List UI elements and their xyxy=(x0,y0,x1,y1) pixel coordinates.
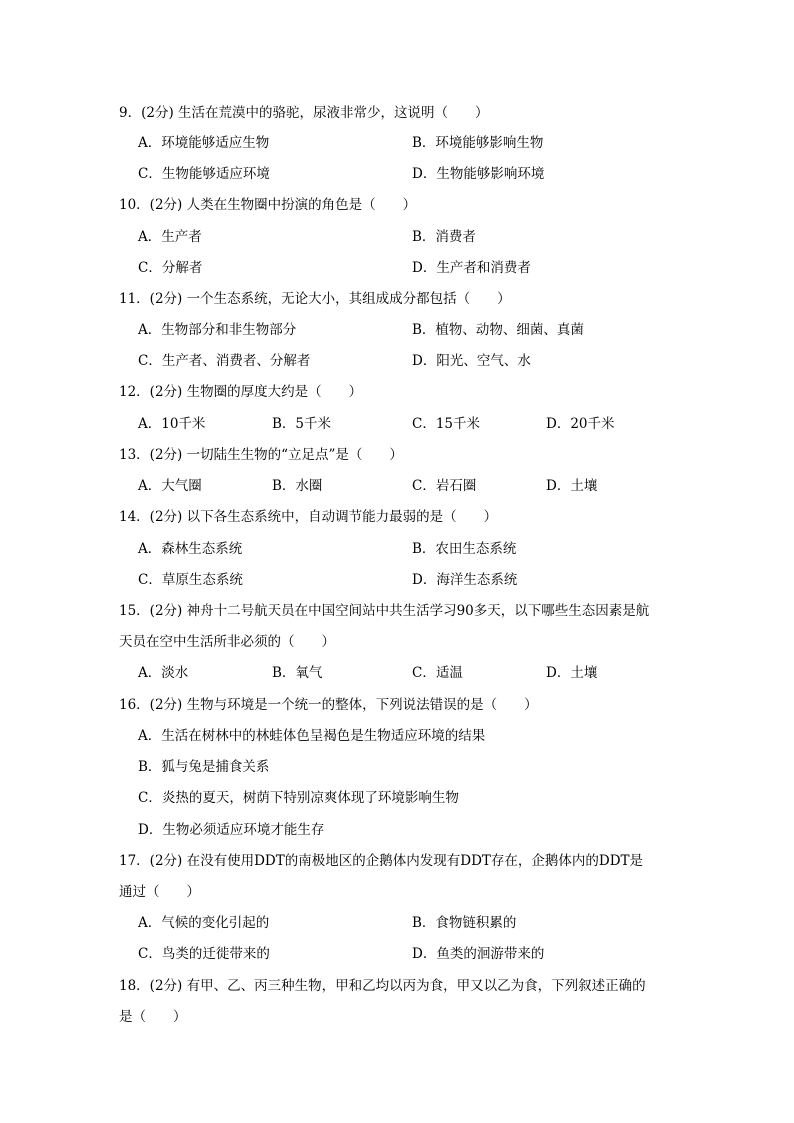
question-14-option-c[interactable]: C．草原生态系统 xyxy=(138,572,243,588)
question-16-stem: 16．(2分) 生物与环境是一个统一的整体，下列说法错误的是（ ） xyxy=(119,697,538,713)
question-15-option-d[interactable]: D．土壤 xyxy=(546,665,598,681)
question-15-option-c[interactable]: C．适温 xyxy=(412,665,463,681)
question-15-stem-continued: 天员在空中生活所非必须的（ ） xyxy=(119,634,335,650)
question-11-option-a[interactable]: A．生物部分和非生物部分 xyxy=(138,322,297,338)
question-10-option-a[interactable]: A．生产者 xyxy=(138,229,202,245)
question-13-option-c[interactable]: C．岩石圈 xyxy=(412,478,477,494)
question-18-stem-continued: 是（ ） xyxy=(119,1009,187,1025)
question-17-option-b[interactable]: B．食物链积累的 xyxy=(412,915,517,931)
question-10-option-b[interactable]: B．消费者 xyxy=(412,229,476,245)
question-14-option-d[interactable]: D．海洋生态系统 xyxy=(412,572,518,588)
question-12-option-d[interactable]: D．20千米 xyxy=(546,416,615,432)
question-12-stem: 12．(2分) 生物圈的厚度大约是（ ） xyxy=(119,384,363,400)
question-9-option-d[interactable]: D．生物能够影响环境 xyxy=(412,166,545,182)
question-14-stem: 14．(2分) 以下各生态系统中，自动调节能力最弱的是（ ） xyxy=(119,509,498,525)
question-17-stem: 17．(2分) 在没有使用DDT的南极地区的企鹅体内发现有DDT存在，企鹅体内的DDT是 xyxy=(119,853,644,869)
question-13-option-b[interactable]: B．水圈 xyxy=(272,478,323,494)
question-9-stem: 9．(2分) 生活在荒漠中的骆驼，尿液非常少，这说明（ ） xyxy=(119,105,489,121)
question-14-option-a[interactable]: A．森林生态系统 xyxy=(138,541,243,557)
question-17-option-a[interactable]: A．气候的变化引起的 xyxy=(138,915,270,931)
question-11-option-d[interactable]: D．阳光、空气、水 xyxy=(412,353,531,369)
question-11-option-c[interactable]: C．生产者、消费者、分解者 xyxy=(138,353,311,369)
question-10-option-c[interactable]: C．分解者 xyxy=(138,260,203,276)
question-16-option-a[interactable]: A．生活在树林中的林蛙体色呈褐色是生物适应环境的结果 xyxy=(138,728,486,744)
question-12-option-c[interactable]: C．15千米 xyxy=(412,416,481,432)
question-15-option-a[interactable]: A．淡水 xyxy=(138,665,189,681)
question-15-stem: 15．(2分) 神舟十二号航天员在中国空间站中共生活学习90多天，以下哪些生态因素是航 xyxy=(119,603,650,619)
question-17-option-d[interactable]: D．鱼类的洄游带来的 xyxy=(412,946,545,962)
question-11-stem: 11．(2分) 一个生态系统，无论大小，其组成成分都包括（ ） xyxy=(119,291,511,307)
question-18-stem: 18．(2分) 有甲、乙、丙三种生物，甲和乙均以丙为食，甲又以乙为食，下列叙述正确的 xyxy=(119,978,646,994)
question-9-option-b[interactable]: B．环境能够影响生物 xyxy=(412,135,544,151)
question-14-option-b[interactable]: B．农田生态系统 xyxy=(412,541,517,557)
question-17-stem-continued: 通过（ ） xyxy=(119,884,200,900)
question-16-option-c[interactable]: C．炎热的夏天，树荫下特别凉爽体现了环境影响生物 xyxy=(138,790,459,806)
question-12-option-a[interactable]: A．10千米 xyxy=(138,416,206,432)
question-9-option-c[interactable]: C．生物能够适应环境 xyxy=(138,166,270,182)
question-15-option-b[interactable]: B．氧气 xyxy=(272,665,323,681)
question-9-option-a[interactable]: A．环境能够适应生物 xyxy=(138,135,270,151)
question-11-option-b[interactable]: B．植物、动物、细菌、真菌 xyxy=(412,322,584,338)
question-12-option-b[interactable]: B．5千米 xyxy=(272,416,332,432)
question-10-option-d[interactable]: D．生产者和消费者 xyxy=(412,260,531,276)
question-10-stem: 10．(2分) 人类在生物圈中扮演的角色是（ ） xyxy=(119,197,417,213)
question-16-option-d[interactable]: D．生物必须适应环境才能生存 xyxy=(138,822,325,838)
question-13-option-d[interactable]: D．土壤 xyxy=(546,478,598,494)
question-16-option-b[interactable]: B．狐与兔是捕食关系 xyxy=(138,759,270,775)
question-13-stem: 13．(2分) 一切陆生生物的“立足点”是（ ） xyxy=(119,447,403,463)
question-17-option-c[interactable]: C．鸟类的迁徙带来的 xyxy=(138,946,270,962)
question-13-option-a[interactable]: A．大气圈 xyxy=(138,478,202,494)
